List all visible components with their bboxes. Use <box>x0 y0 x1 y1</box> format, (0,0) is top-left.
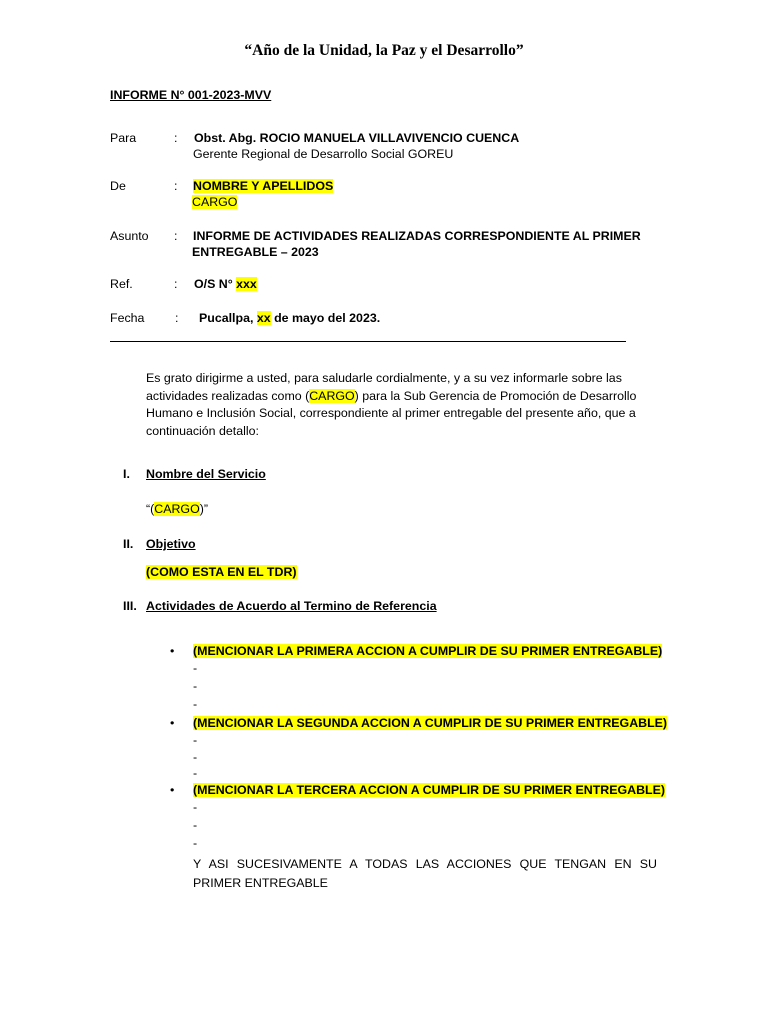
reference-value: xxx <box>236 277 257 291</box>
section-numeral-3: III. <box>123 599 137 613</box>
date-suffix: de mayo del 2023. <box>270 311 381 325</box>
bullet-1: • <box>170 644 175 658</box>
service-highlight: CARGO <box>154 502 200 516</box>
field-colon-fecha: : <box>175 311 179 325</box>
service-open: “( <box>146 502 155 516</box>
field-colon-asunto: : <box>174 229 178 243</box>
reference-prefix: O/S N° <box>194 277 237 291</box>
date-prefix: Pucallpa, <box>199 311 257 325</box>
subject-line-2: ENTREGABLE – 2023 <box>192 245 319 259</box>
section-numeral-1: I. <box>123 467 130 481</box>
intro-highlight: CARGO <box>309 388 355 403</box>
activity-3-dash-3: - <box>193 836 198 850</box>
section-title-3: Actividades de Acuerdo al Termino de Referencia <box>146 599 437 613</box>
section-title-2: Objetivo <box>146 537 196 551</box>
separator-line <box>110 341 626 342</box>
date-line <box>199 311 380 325</box>
field-label-ref: Ref. <box>110 277 133 291</box>
subject-line-1: INFORME DE ACTIVIDADES REALIZADAS CORRESPONDIENTE AL PRIMER <box>193 229 641 243</box>
activity-3-dash-2: - <box>193 818 198 832</box>
activity-3: (MENCIONAR LA TERCERA ACCION A CUMPLIR DE SU PRIMER ENTREGABLE) <box>193 783 665 797</box>
field-label-para: Para <box>110 131 137 145</box>
activity-2-dash-2: - <box>193 750 198 764</box>
section-title-1: Nombre del Servicio <box>146 467 266 481</box>
field-colon-ref: : <box>174 277 178 291</box>
service-close: )” <box>199 502 208 516</box>
intro-paragraph <box>146 370 658 440</box>
activity-1-dash-2: - <box>193 679 198 693</box>
bullet-3: • <box>170 783 175 797</box>
intro-text-before: Es grato dirigirme a usted, para saludarle cordialmente, y a su vez informarle sobre las actividades realizadas como ( <box>146 371 622 403</box>
bullet-2: • <box>170 716 175 730</box>
field-label-fecha: Fecha <box>110 311 145 325</box>
field-colon-para: : <box>174 131 178 145</box>
report-number: INFORME N° 001-2023-MVV <box>110 88 272 102</box>
motto-heading: “Año de la Unidad, la Paz y el Desarrollo” <box>244 42 524 59</box>
activity-1: (MENCIONAR LA PRIMERA ACCION A CUMPLIR DE SU PRIMER ENTREGABLE) <box>193 644 663 658</box>
sender-name: NOMBRE Y APELLIDOS <box>193 179 334 193</box>
activity-2-dash-3: - <box>193 766 198 780</box>
activity-2-dash-1: - <box>193 733 198 747</box>
intro-text-after: ) para la Sub Gerencia de Promoción de Desarrollo Humano e Inclusión Social, correspondiente al primer entregable del presente año, que a continuación detallo: <box>146 388 637 438</box>
activity-3-dash-1: - <box>193 800 198 814</box>
activity-1-dash-1: - <box>193 661 198 675</box>
date-day: xx <box>256 311 271 325</box>
service-name <box>146 502 208 516</box>
section-numeral-2: II. <box>123 537 134 551</box>
recipient-name: Obst. Abg. ROCIO MANUELA VILLAVIVENCIO CUENCA <box>194 131 520 145</box>
activity-2: (MENCIONAR LA SEGUNDA ACCION A CUMPLIR DE SU PRIMER ENTREGABLE) <box>193 716 668 730</box>
field-label-asunto: Asunto <box>110 229 149 243</box>
recipient-position: Gerente Regional de Desarrollo Social GOREU <box>193 147 454 161</box>
sender-position: CARGO <box>192 195 238 209</box>
field-label-de: De <box>110 179 126 193</box>
field-colon-de: : <box>174 179 178 193</box>
closing-text: Y ASI SUCESIVAMENTE A TODAS LAS ACCIONES QUE TENGAN EN SU PRIMER ENTREGABLE <box>193 857 657 890</box>
reference-line <box>194 277 257 291</box>
activity-1-dash-3: - <box>193 697 198 711</box>
objective-text: (COMO ESTA EN EL TDR) <box>146 565 297 579</box>
